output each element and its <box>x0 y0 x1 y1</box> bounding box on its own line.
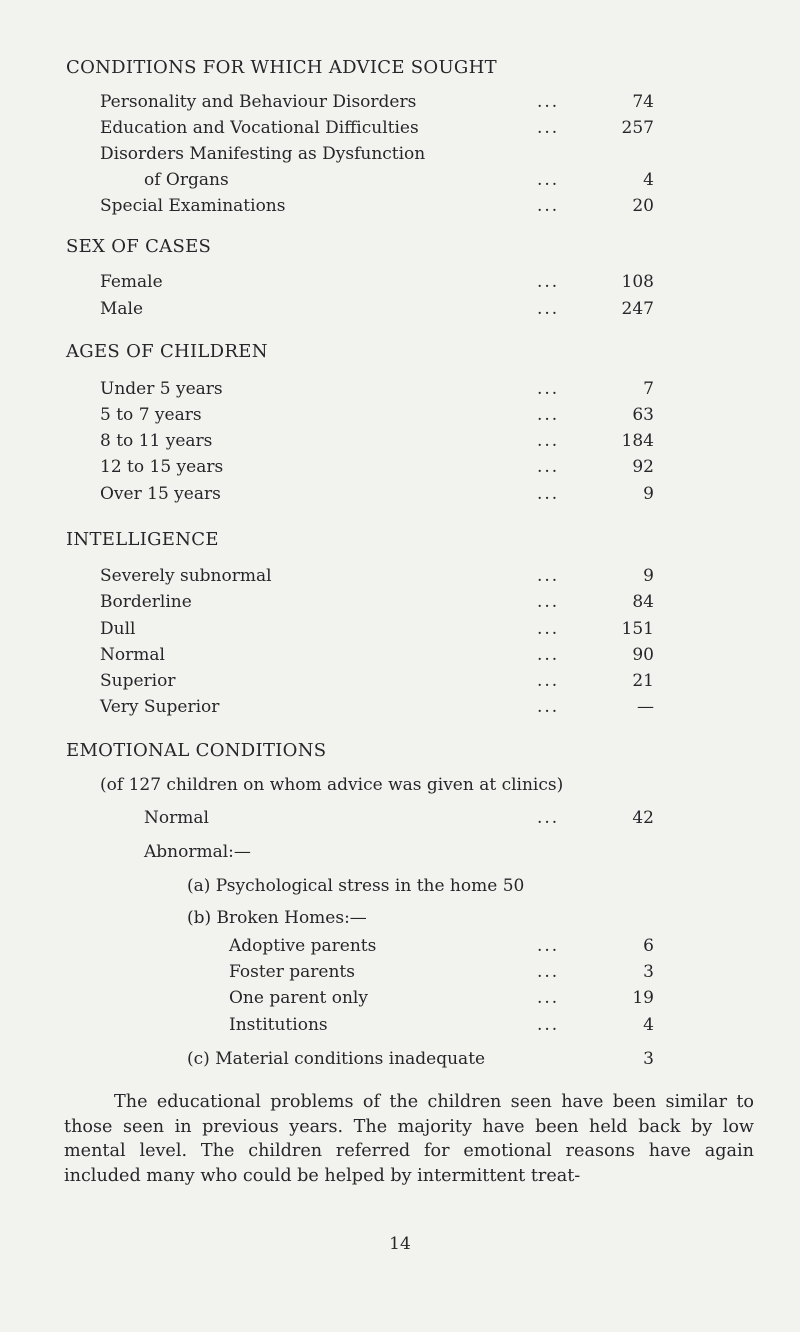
row-value: 3 <box>643 1049 654 1069</box>
row-label: Institutions <box>229 1015 328 1035</box>
row-value: 257 <box>621 118 654 138</box>
emotional-note: (of 127 children on whom advice was given at clinics) <box>100 775 564 795</box>
leader-dots: ... <box>537 170 560 190</box>
row-value: — <box>637 697 654 717</box>
leader-dots: ... <box>537 379 560 399</box>
item-a: (a) Psychological stress in the home 50 <box>187 876 525 896</box>
leader-dots: ... <box>537 988 560 1008</box>
leader-dots: ... <box>537 645 560 665</box>
leader-dots: ... <box>537 196 560 216</box>
leader-dots: ... <box>537 566 560 586</box>
row-value: 63 <box>632 405 654 425</box>
page-number: 14 <box>389 1234 411 1254</box>
row-value: 20 <box>632 196 654 216</box>
row-value: 247 <box>621 299 654 319</box>
row-label: Superior <box>100 671 176 691</box>
row-label: Normal <box>100 645 165 665</box>
leader-dots: ... <box>537 92 560 112</box>
row-label: One parent only <box>229 988 368 1008</box>
row-label: Special Examinations <box>100 196 286 216</box>
row-value: 184 <box>621 431 654 451</box>
row-label: Very Superior <box>100 697 220 717</box>
leader-dots: ... <box>537 405 560 425</box>
row-value: 6 <box>643 936 654 956</box>
row-value: 151 <box>621 619 654 639</box>
row-label: Personality and Behaviour Disorders <box>100 92 417 112</box>
section-heading-sex: SEX OF CASES <box>66 236 212 257</box>
row-value: 7 <box>643 379 654 399</box>
leader-dots: ... <box>537 962 560 982</box>
row-value: 74 <box>632 92 654 112</box>
row-value: 9 <box>643 566 654 586</box>
row-label: Adoptive parents <box>229 936 377 956</box>
leader-dots: ... <box>537 484 560 504</box>
row-value: 4 <box>643 170 654 190</box>
item-b: (b) Broken Homes:— <box>187 908 367 928</box>
leader-dots: ... <box>537 619 560 639</box>
row-value: 42 <box>632 808 654 828</box>
row-label: Over 15 years <box>100 484 221 504</box>
leader-dots: ... <box>537 118 560 138</box>
abnormal-label: Abnormal:— <box>144 842 251 862</box>
leader-dots: ... <box>537 431 560 451</box>
section-heading-emotional: EMOTIONAL CONDITIONS <box>66 740 327 761</box>
row-label: Borderline <box>100 592 192 612</box>
row-label: Foster parents <box>229 962 355 982</box>
leader-dots: ... <box>537 808 560 828</box>
leader-dots: ... <box>537 671 560 691</box>
row-value: 90 <box>632 645 654 665</box>
row-value: 108 <box>621 272 654 292</box>
row-value: 84 <box>632 592 654 612</box>
row-label: Under 5 years <box>100 379 223 399</box>
row-label: Disorders Manifesting as Dysfunction <box>100 144 426 164</box>
leader-dots: ... <box>537 272 560 292</box>
leader-dots: ... <box>537 697 560 717</box>
item-c: (c) Material conditions inadequate <box>187 1049 486 1069</box>
leader-dots: ... <box>537 1015 560 1035</box>
row-label: 12 to 15 years <box>100 457 224 477</box>
row-value: 3 <box>643 962 654 982</box>
row-value: 19 <box>632 988 654 1008</box>
row-label: of Organs <box>144 170 229 190</box>
leader-dots: ... <box>537 457 560 477</box>
row-value: 4 <box>643 1015 654 1035</box>
section-heading-ages: AGES OF CHILDREN <box>66 341 268 362</box>
section-heading-intelligence: INTELLIGENCE <box>66 529 219 550</box>
leader-dots: ... <box>537 936 560 956</box>
row-label: Normal <box>144 808 209 828</box>
row-label: Female <box>100 272 163 292</box>
row-value: 92 <box>632 457 654 477</box>
row-label: 8 to 11 years <box>100 431 213 451</box>
leader-dots: ... <box>537 592 560 612</box>
row-value: 9 <box>643 484 654 504</box>
body-paragraph: The educational problems of the children seen have been similar to those seen in previous years. The majority have been held back by low mental level. The children referred for emotional reasons have again included many who could be helped by intermittent treat- <box>64 1092 754 1186</box>
row-label: Male <box>100 299 144 319</box>
row-label: 5 to 7 years <box>100 405 202 425</box>
leader-dots: ... <box>537 299 560 319</box>
row-value: 21 <box>632 671 654 691</box>
row-label: Dull <box>100 619 136 639</box>
row-label: Education and Vocational Difficulties <box>100 118 419 138</box>
row-label: Severely subnormal <box>100 566 272 586</box>
section-heading-conditions: CONDITIONS FOR WHICH ADVICE SOUGHT <box>66 57 497 78</box>
